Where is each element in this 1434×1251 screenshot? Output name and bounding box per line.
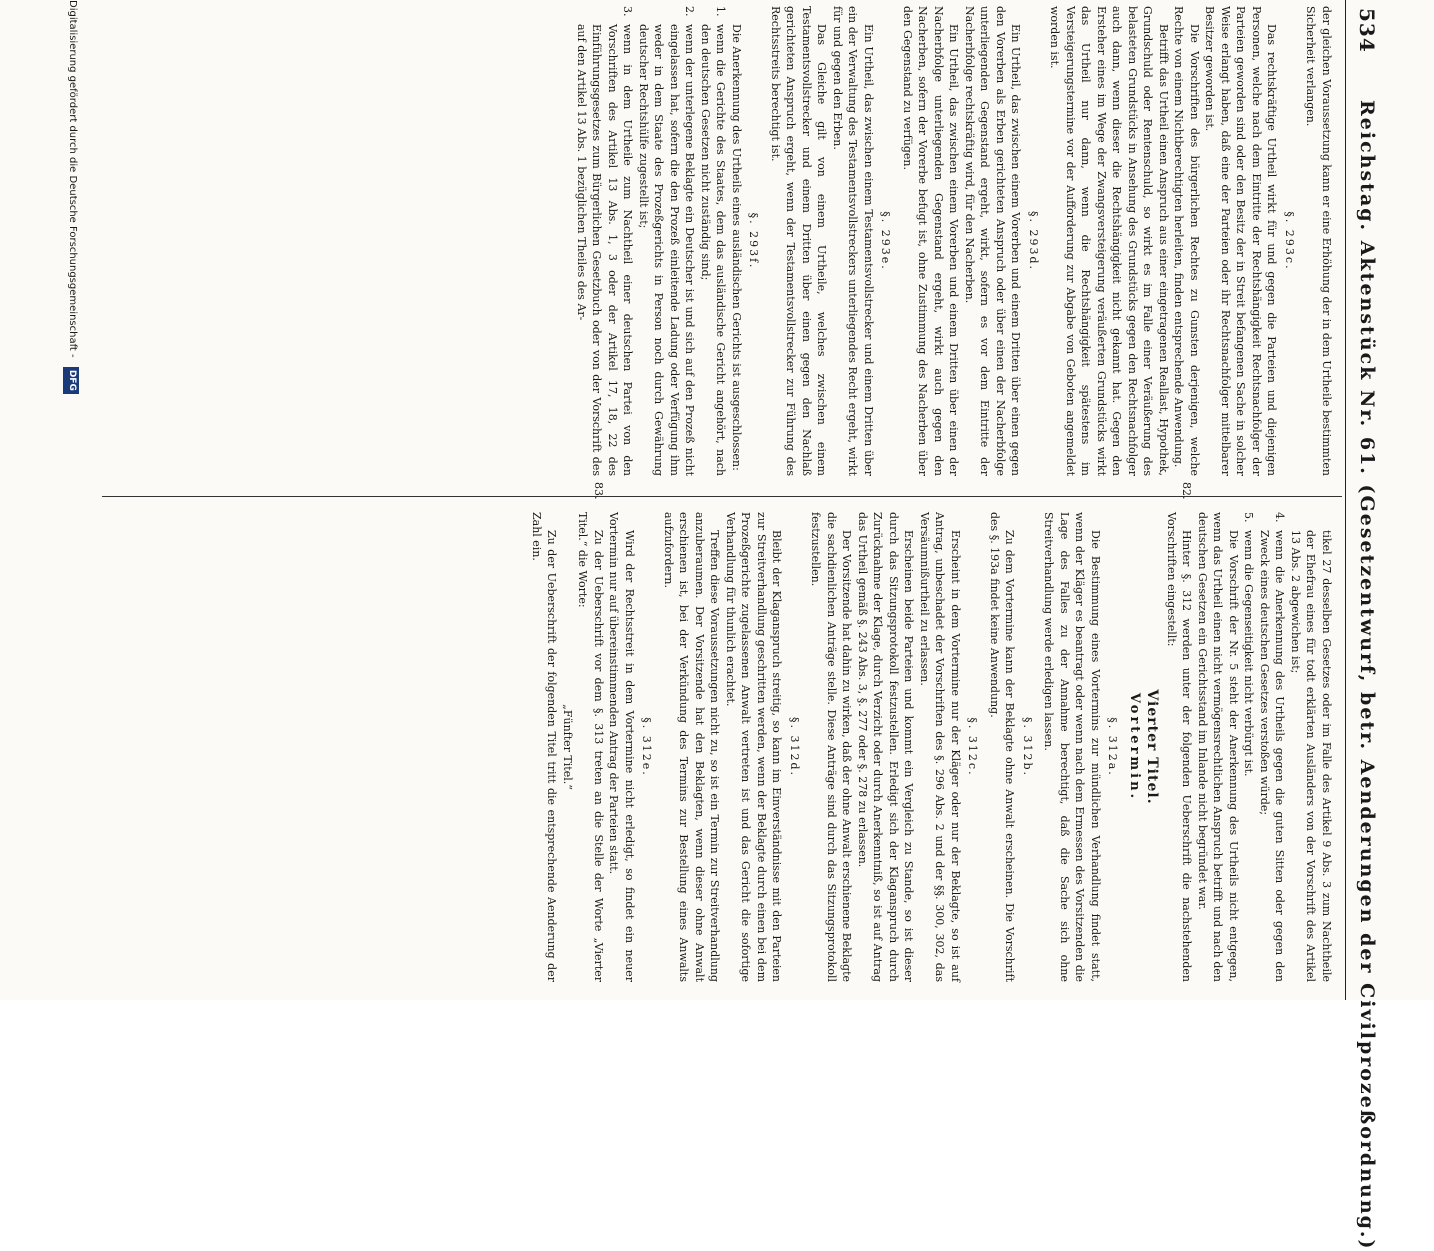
footer-text: Digitalisierung gefördert durch die Deutsche Forschungsgemeinschaft - (67, 0, 78, 358)
page-header-title: Reichstag. Aktenstück Nr. 61. (Gesetzentwurf, betr. Aenderungen der Civilprozeßordnung.) (1356, 100, 1378, 1251)
left-column (574, 6, 1335, 476)
list-item-text: wenn die Anerkennung des Urtheils gegen die guten Sitten oder gegen den Zweck eines deutschen Gesetzes verstoßen würde; (1258, 530, 1287, 982)
paragraph: Erscheint in dem Vortermine nur der Kläger oder nur der Beklagte, so ist auf Antrag, unbeschadet der Vorschriften des §. 296 Abs. 2 und der §§. 300, 302, das Versäumnißurtheil zu erlassen. (918, 512, 962, 982)
list-item-text: wenn die Gerichte des Staates, dem das ausländische Gericht angehört, nach den deutschen Gesetzen nicht zuständig sind; (699, 24, 728, 476)
list-item (698, 6, 729, 476)
header-rule (1345, 0, 1346, 1000)
paragraph: Erscheinen beide Parteien und kommt ein Vergleich zu Stande, so ist dieser durch das Sitzungsprotokoll festzustellen. Erledigt sich der Klaganspruch durch Zurücknahme der Klage, durch Verzicht oder durch Anerkenntniß, so ist auf Antrag das Urtheil gemäß §. 243 Abs. 3, §. 277 oder §. 278 zu erlassen. (856, 512, 916, 982)
paragraph: Ein Urtheil, das zwischen einem Vorerben und einem Dritten über einen der Nacherbfolge unterliegenden Gegenstand ergeht, wirkt auch gegen den Nacherben, sofern der Vorerbe befugt ist, ohne Zustimmung des Nacherben über den Gegenstand zu verfügen. (901, 6, 961, 476)
paragraph: „Fünfter Titel.“ (561, 704, 574, 790)
paragraph: Wird der Rechtsstreit in dem Vortermine nicht erledigt, so findet ein neuer Vortermin nur auf übereinstimmenden Antrag der Parteien statt. (607, 512, 636, 982)
paragraph: Das Gleiche gilt von einem Urtheile, welches zwischen einem Testamentsvollstrecker und einem Dritten über einen gegen den Nachlaß gerichteten Anspruch ergeht, wenn der Testamentsvollstrecker zur Führung des Rechtsstreits berechtigt ist. (769, 6, 829, 476)
paragraph: tikel 27 desselben Gesetzes oder im Falle des Artikel 9 Abs. 3 zum Nachtheile der Ehefrau eines für todt erklärten Ausländers von der Vorschrift des Artikel 13 Abs. 2 abgewichen ist; (1289, 530, 1333, 982)
paragraph: Die Vorschriften des bürgerlichen Rechtes zu Gunsten derjenigen, welche Rechte von einem Nichtberechtigten herleiten, finden entsprechende Anwendung. (1172, 6, 1201, 476)
section-heading: §. 312d. (788, 716, 801, 778)
section-heading: §. 293c. (1283, 211, 1296, 271)
section-heading: §. 293f. (747, 212, 761, 270)
list-item (636, 6, 698, 476)
list-item-number: 3. (621, 6, 635, 17)
paragraph: Die Anerkennung des Urtheils eines ausländischen Gerichts ist ausgeschlossen: (730, 24, 743, 471)
list-item-text: wenn in dem Urtheile zum Nachtheil einer deutschen Partei von den Vorschriften des Artikel 13 Abs. 1, 3 oder der Artikel 17, 18, 22 des Einführungsgesetzes zum Bürgerlichen Gesetzbuch oder von der Vorschrift des auf den Artikel 13 Abs. 1 bezüglichen Theiles des Ar- (575, 24, 635, 476)
section-heading: §. 312b. (1021, 716, 1034, 778)
paragraph: Zu der Ueberschrift vor dem §. 313 treten an die Stelle der Worte „Vierter Titel.“ die Worte: (576, 512, 605, 982)
list-item-text: wenn die Gegenseitigkeit nicht verbürgt ist. (1242, 530, 1256, 777)
paragraph: Der Vorsitzende hat dahin zu wirken, daß der ohne Anwalt erschienene Beklagte die sachdienlichen Anträge stelle. Diese Anträge sind durch das Sitzungsprotokoll festzustellen. (809, 512, 854, 982)
margin-number: 82. (1180, 482, 1194, 500)
subtitle-heading: Vortermin. (1127, 692, 1142, 802)
dfg-logo: DFG (64, 367, 80, 394)
margin-number: 83. (592, 482, 605, 500)
section-heading: §. 312a. (1106, 717, 1120, 777)
right-column (529, 482, 1335, 982)
column-divider (102, 496, 1342, 497)
paragraph: Betrifft das Urtheil einen Anspruch aus einer eingetragenen Reallast, Hypothek, Grundschuld oder Rentenschuld, so wirkt es im Falle einer Veräußerung des belasteten Grundstücks in Ansehung des Grundstücks gegen den Rechtsnachfolger auch dann, wenn dieser die Rechtshängigkeit nicht gekannt hat. Gegen den Ersteher eines im Wege der Zwangsversteigerung veräußerten Grundstücks wirkt das Urtheil nur dann, wenn die Rechtshängigkeit spätestens im Versteigerungstermine vor der Aufforderung zur Abgabe von Geboten angemeldet worden ist. (1048, 6, 1170, 476)
section-heading: §. 312e. (640, 717, 654, 777)
list-item-number: 5. (1242, 512, 1256, 523)
paragraph: der gleichen Voraussetzung kann er eine Erhöhung der in dem Urtheile bestimmten Sicherheit verlangen. (1304, 6, 1333, 476)
digitization-footer (60, 0, 80, 1000)
paragraph: Das rechtskräftige Urtheil wirkt für und gegen die Parteien und diejenigen Personen, welche nach dem Eintritte der Rechtshängigkeit Rechtsnachfolger der Parteien geworden sind oder den Besitz der in Streit befangenen Sache in solcher Weise erlangt haben, daß eine der Parteien oder ihr Rechtsnachfolger mittelbarer Besitzer geworden ist. (1203, 6, 1279, 476)
section-heading: §. 293d. (1027, 210, 1040, 272)
paragraph: Bleibt der Klaganspruch streitig, so kann im Einverständnisse mit den Parteien zur Streitverhandlung geschritten werden, wenn der Beklagte durch einen bei dem Prozeßgerichte zugelassenen Anwalt vertreten ist und das Gericht die sofortige Verhandlung für thunlich erachtet. (724, 512, 784, 982)
paragraph: Die Bestimmung eines Vortermins zur mündlichen Verhandlung findet statt, wenn der Kläger es beantragt oder wenn nach dem Ermessen des Vorsitzenden die Lage des Falles zu der Annahme berechtigt, daß die Sache sich ohne Streitverhandlung werde erledigen lassen. (1042, 512, 1102, 982)
paragraph: Zu dem Vortermine kann der Beklagte ohne Anwalt erscheinen. Die Vorschrift des §. 193a findet keine Anwendung. (988, 512, 1017, 982)
paragraph: Treffen diese Voraussetzungen nicht zu, so ist ein Termin zur Streitverhandlung anzuberaumen. Der Vorsitzende hat den Beklagten, wenn dieser ohne Anwalt erschienen ist, bei der Verkündung des Termins zur Bestellung eines Anwalts aufzufordern. (662, 512, 722, 982)
printed-page (67, 0, 1380, 1251)
list-item (1241, 512, 1257, 982)
paragraph: Hinter §. 312 werden unter der folgenden Ueberschrift die nachstehenden Vorschriften eingestellt: (1165, 512, 1194, 982)
list-item-number: 1. (714, 6, 728, 17)
section-heading: §. 293e. (879, 211, 893, 271)
list-item (574, 6, 636, 476)
page-number: 534 (1355, 8, 1379, 53)
list-item-number: 2. (683, 6, 697, 17)
paragraph: Ein Urtheil, das zwischen einem Vorerben und einem Dritten über einen gegen den Vorerben als Erben gerichteten Anspruch oder über einen der Nacherbfolge unterliegenden Gegenstand ergeht, wirkt, sofern es vor dem Eintritte der Nacherbfolge rechtskräftig wird, für den Nacherben. (963, 6, 1023, 476)
title-heading: Vierter Titel. (1144, 689, 1161, 805)
paragraph: Zu der Ueberschrift der folgenden Titel tritt die entsprechende Aenderung der Zahl ein. (530, 512, 559, 982)
paragraph: Ein Urtheil, das zwischen einem Testamentsvollstrecker und einem Dritten über ein der Verwaltung des Testamentsvollstreckers unterliegendes Recht ergeht, wirkt für und gegen den Erben. (831, 6, 875, 476)
list-item (1257, 512, 1288, 982)
section-heading: §. 312c. (966, 717, 980, 777)
paragraph: Die Vorschrift der Nr. 5 steht der Anerkennung des Urtheils nicht entgegen, wenn das Urtheil einen nicht vermögensrechtlichen Anspruch betrifft und nach den deutschen Gesetzen ein Gerichtsstand im Inlande nicht begründet war. (1196, 512, 1240, 982)
list-item-number: 4. (1273, 512, 1287, 523)
list-item-text: wenn der unterlegene Beklagte ein Deutscher ist und sich auf den Prozeß nicht eingelassen hat, sofern die den Prozeß einleitende Ladung oder Verfügung ihm weder in dem Staate des Prozeßgerichts in Person noch durch Gewährung deutscher Rechtshülfe zugestellt ist; (637, 24, 697, 476)
running-header (1346, 0, 1380, 1251)
